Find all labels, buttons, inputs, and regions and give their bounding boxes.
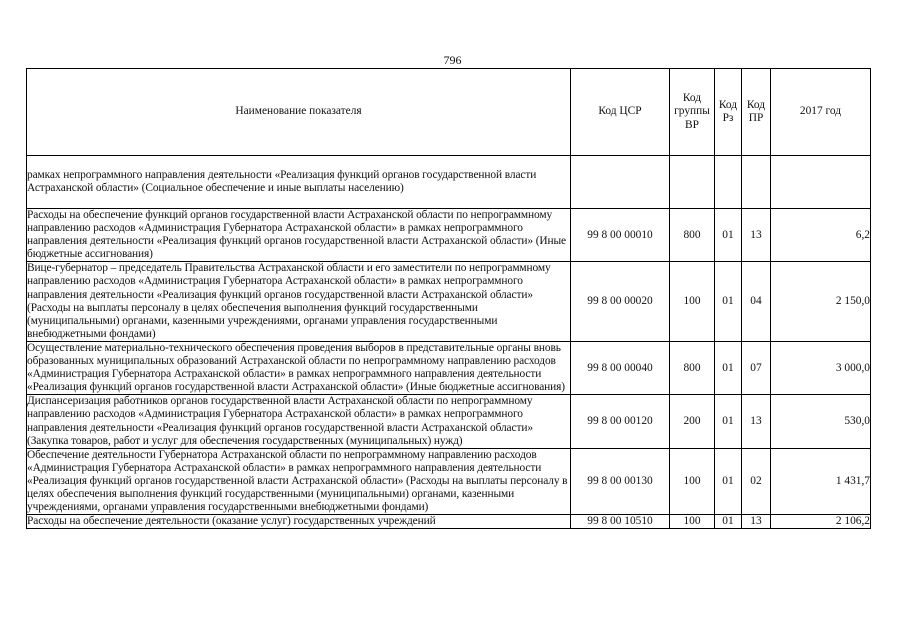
row-pr xyxy=(742,156,771,209)
row-vr: 100 xyxy=(670,515,715,529)
row-vr: 100 xyxy=(670,262,715,342)
row-vr: 200 xyxy=(670,395,715,448)
table-row xyxy=(27,341,871,394)
row-name: Осуществление материально-технического обеспечения проведения выборов в представительные органы вновь образованных муниципальных образований Астраханской области по непрограммному направлению расходов «Администрация Губернатора Астраханской области» в рамках непрограммного направления деятельности «Реализация функций органов государственной власти Астраханской области» (Иные бюджетные ассигнования) xyxy=(27,341,571,394)
row-csr: 99 8 00 10510 xyxy=(571,515,670,529)
row-rz: 01 xyxy=(715,209,742,262)
row-pr: 13 xyxy=(742,209,771,262)
header-year: 2017 год xyxy=(771,69,871,156)
header-rz: Код Рз xyxy=(715,69,742,156)
row-rz xyxy=(715,156,742,209)
table-header-row xyxy=(27,69,871,156)
row-rz: 01 xyxy=(715,341,742,394)
row-csr: 99 8 00 00130 xyxy=(571,448,670,514)
row-pr: 13 xyxy=(742,515,771,529)
table-row xyxy=(27,448,871,514)
row-name: Расходы на обеспечение деятельности (оказание услуг) государственных учреждений xyxy=(27,515,571,529)
row-csr: 99 8 00 00040 xyxy=(571,341,670,394)
row-vr xyxy=(670,156,715,209)
row-vr: 800 xyxy=(670,209,715,262)
header-pr: Код ПР xyxy=(742,69,771,156)
header-vr: Код группы ВР xyxy=(670,69,715,156)
row-name: Диспансеризация работников органов государственной власти Астраханской области по непрограммному направлению расходов «Администрация Губернатора Астраханской области» в рамках непрограммного направления деятельности «Реализация функций органов государственной власти Астраханской области» (Закупка товаров, работ и услуг для обеспечения государственных (муниципальных) нужд) xyxy=(27,395,571,448)
row-pr: 02 xyxy=(742,448,771,514)
row-name: Обеспечение деятельности Губернатора Астраханской области по непрограммному направлению расходов «Администрация Губернатора Астраханской области» в рамках непрограммного направления деятельности «Реализация функций органов государственной власти Астраханской области» (Расходы на выплаты персоналу в целях обеспечения выполнения функций государственными (муниципальными) органами, казенными учреждениями, органами управления государственными внебюджетными фондами) xyxy=(27,448,571,514)
table-row xyxy=(27,156,871,209)
row-amount: 3 000,0 xyxy=(771,341,871,394)
row-csr: 99 8 00 00010 xyxy=(571,209,670,262)
table-row xyxy=(27,262,871,342)
row-name: Вице-губернатор – председатель Правительства Астраханской области и его заместители по непрограммному направлению расходов «Администрация Губернатора Астраханской области» в рамках непрограммного направления деятельности «Реализация функций органов государственной власти Астраханской области» (Расходы на выплаты персоналу в целях обеспечения выполнения функций государственными (муниципальными) органами, казенными учреждениями, органами управления государственными внебюджетными фондами) xyxy=(27,262,571,342)
row-vr: 800 xyxy=(670,341,715,394)
table-row xyxy=(27,209,871,262)
row-vr: 100 xyxy=(670,448,715,514)
row-csr: 99 8 00 00120 xyxy=(571,395,670,448)
budget-table xyxy=(26,68,871,529)
row-pr: 07 xyxy=(742,341,771,394)
row-rz: 01 xyxy=(715,448,742,514)
row-amount: 2 150,0 xyxy=(771,262,871,342)
row-csr xyxy=(571,156,670,209)
row-amount: 530,0 xyxy=(771,395,871,448)
row-rz: 01 xyxy=(715,515,742,529)
row-amount xyxy=(771,156,871,209)
row-name: Расходы на обеспечение функций органов государственной власти Астраханской области по непрограммному направлению расходов «Администрация Губернатора Астраханской области» в рамках непрограммного направления деятельности «Реализация функций органов государственной власти Астраханской области» (Иные бюджетные ассигнования) xyxy=(27,209,571,262)
row-rz: 01 xyxy=(715,262,742,342)
row-amount: 1 431,7 xyxy=(771,448,871,514)
row-pr: 13 xyxy=(742,395,771,448)
row-amount: 2 106,2 xyxy=(771,515,871,529)
row-name: рамках непрограммного направления деятельности «Реализация функций органов государственной власти Астраханской области» (Социальное обеспечение и иные выплаты населению) xyxy=(27,156,571,209)
row-pr: 04 xyxy=(742,262,771,342)
row-csr: 99 8 00 00020 xyxy=(571,262,670,342)
header-csr: Код ЦСР xyxy=(571,69,670,156)
page-number: 796 xyxy=(443,53,462,67)
row-rz: 01 xyxy=(715,395,742,448)
table-row xyxy=(27,515,871,529)
table-row xyxy=(27,395,871,448)
header-name: Наименование показателя xyxy=(27,69,571,156)
row-amount: 6,2 xyxy=(771,209,871,262)
